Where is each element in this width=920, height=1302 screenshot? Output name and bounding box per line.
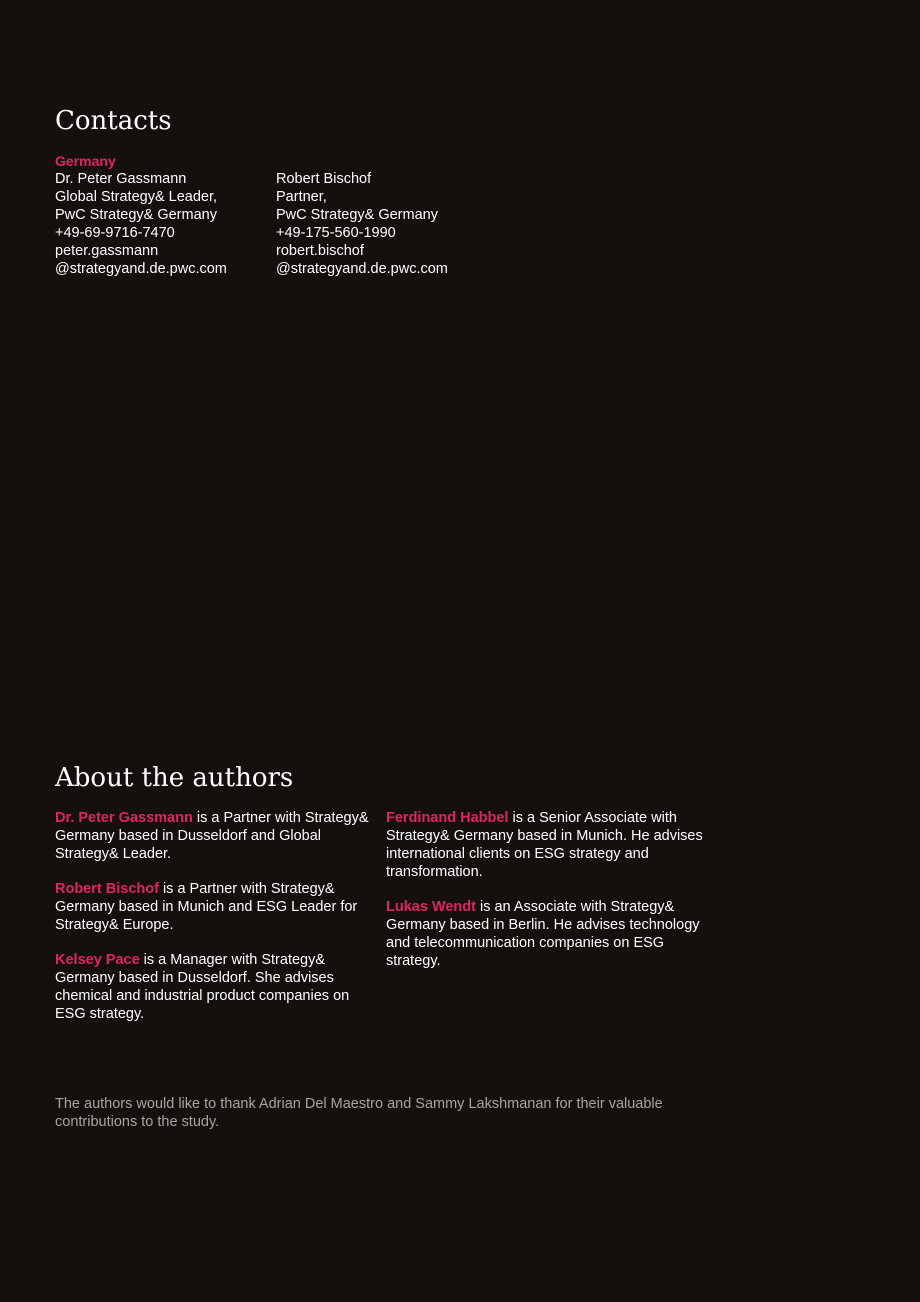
author-description: is a Manager with Strategy& Germany based in Dusseldorf. She advises chemical and industrial product companies on ESG strategy. bbox=[55, 952, 350, 1022]
author-name: Lukas Wendt bbox=[386, 899, 476, 915]
authors-column-right bbox=[386, 809, 706, 987]
contact-region-label: Germany bbox=[55, 153, 116, 169]
contact-name: Robert Bischof bbox=[276, 171, 372, 187]
author-description: is a Partner with Strategy& Germany based in Dusseldorf and Global Strategy& Leader. bbox=[55, 810, 369, 862]
contact-card bbox=[276, 170, 448, 278]
contact-phone[interactable]: +49-69-9716-7470 bbox=[55, 225, 175, 241]
contact-name: Dr. Peter Gassmann bbox=[55, 171, 187, 187]
author-bio bbox=[386, 898, 706, 970]
contacts-heading: Contacts bbox=[55, 106, 172, 136]
contact-company: PwC Strategy& Germany bbox=[55, 207, 217, 223]
contact-phone[interactable]: +49-175-560-1990 bbox=[276, 225, 396, 241]
author-name: Dr. Peter Gassmann bbox=[55, 810, 193, 826]
author-name: Kelsey Pace bbox=[55, 952, 140, 968]
author-description: is a Partner with Strategy& Germany based in Munich and ESG Leader for Strategy& Europe. bbox=[55, 881, 358, 933]
contact-email-domain[interactable]: @strategyand.de.pwc.com bbox=[276, 261, 448, 277]
contact-email-user[interactable]: peter.gassmann bbox=[55, 243, 159, 259]
contact-email-domain[interactable]: @strategyand.de.pwc.com bbox=[55, 261, 227, 277]
contact-email-user[interactable]: robert.bischof bbox=[276, 243, 364, 259]
author-name: Ferdinand Habbel bbox=[386, 810, 509, 826]
acknowledgement-text: The authors would like to thank Adrian Del Maestro and Sammy Lakshmanan for their valuable contributions to the study. bbox=[55, 1096, 663, 1130]
author-name: Robert Bischof bbox=[55, 881, 159, 897]
authors-heading: About the authors bbox=[55, 763, 294, 793]
authors-column-left bbox=[55, 809, 375, 1040]
author-bio bbox=[386, 809, 706, 881]
author-bio bbox=[55, 951, 375, 1023]
contact-title: Global Strategy& Leader, bbox=[55, 189, 218, 205]
contact-company: PwC Strategy& Germany bbox=[276, 207, 438, 223]
contact-title: Partner, bbox=[276, 189, 327, 205]
author-bio bbox=[55, 809, 375, 863]
author-description: is an Associate with Strategy& Germany based in Berlin. He advises technology and telecommunication companies on ESG strategy. bbox=[386, 899, 700, 969]
author-description: is a Senior Associate with Strategy& Germany based in Munich. He advises international clients on ESG strategy and transformation. bbox=[386, 810, 703, 880]
contact-card bbox=[55, 170, 227, 278]
author-bio bbox=[55, 880, 375, 934]
